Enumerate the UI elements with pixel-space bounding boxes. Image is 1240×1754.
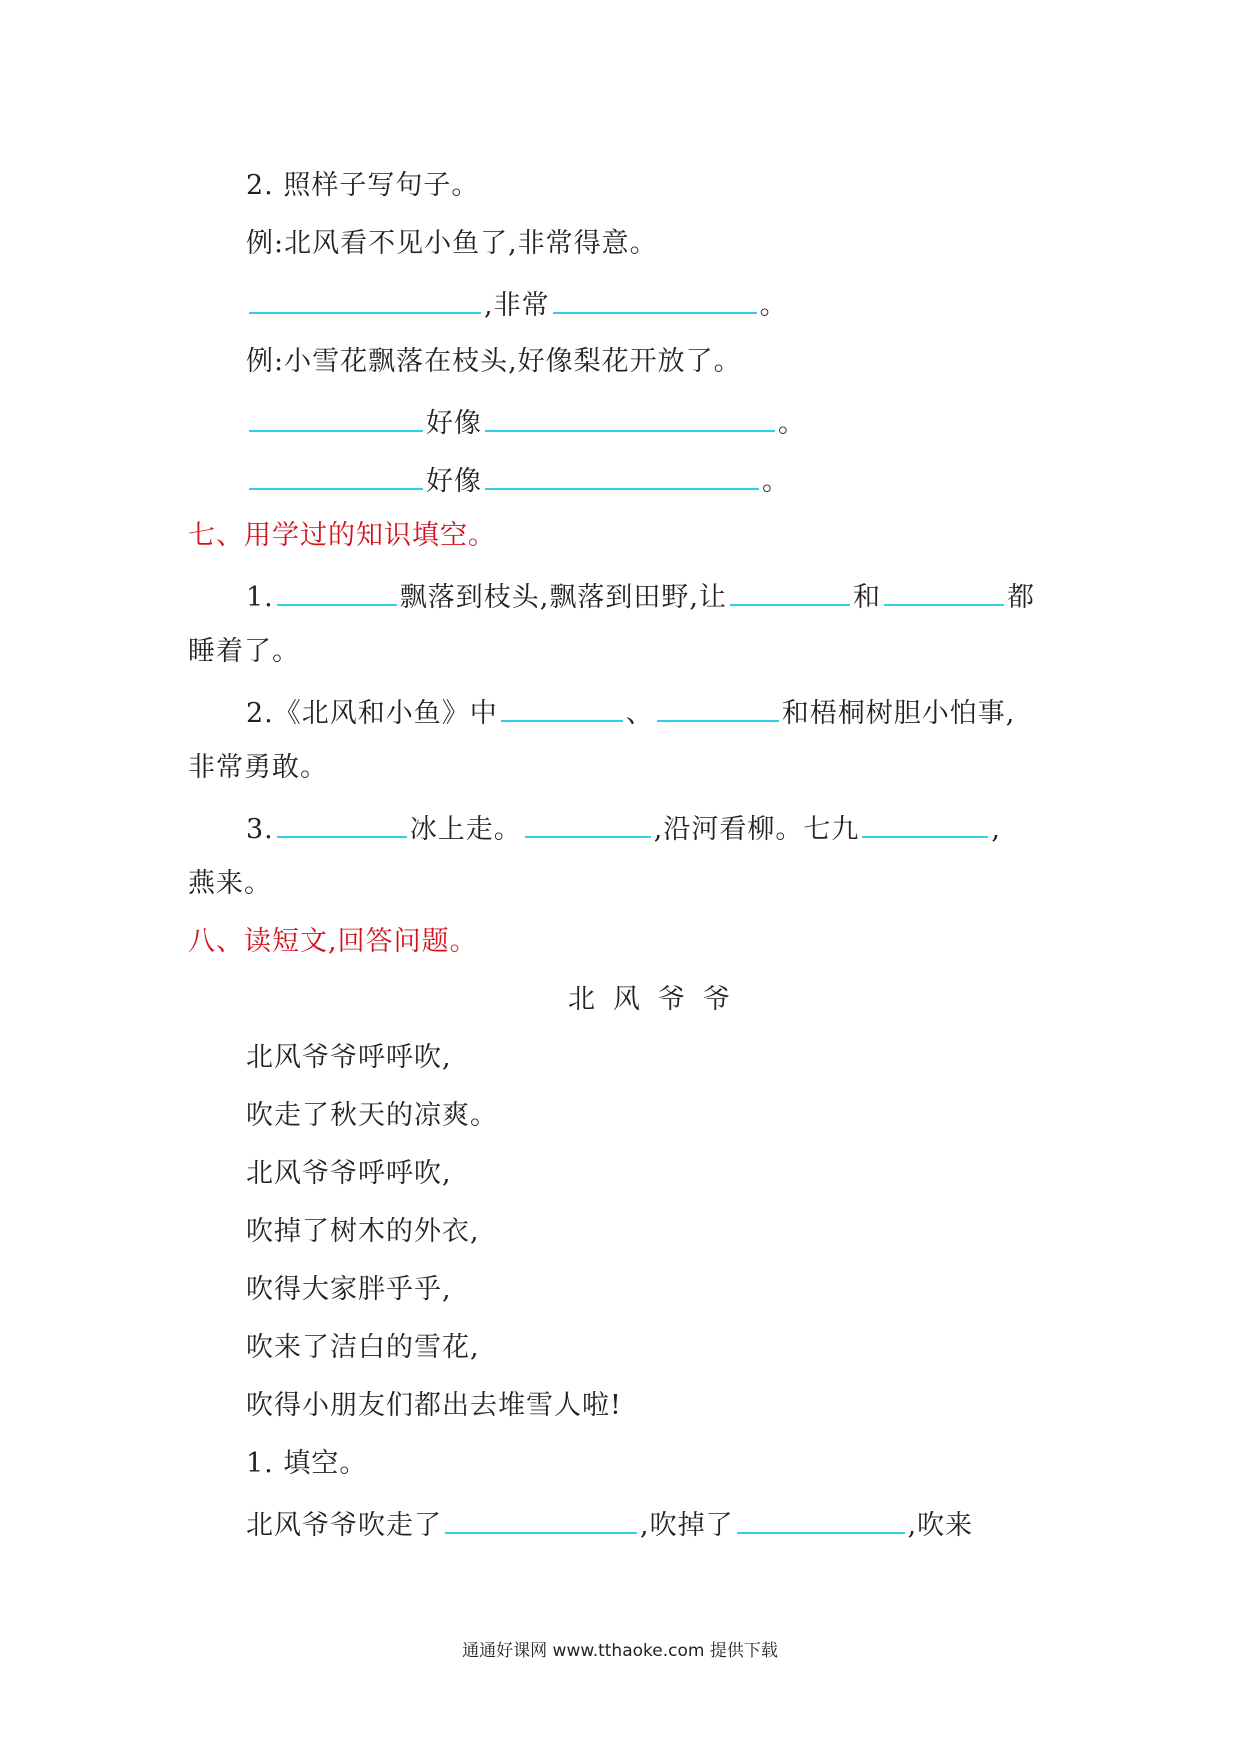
q6-2-fill-line-1 (246, 284, 788, 324)
section-8-q1-fill (246, 1504, 973, 1544)
fill-text: 北风爷爷吹走了 (246, 1510, 442, 1541)
poem-title: 北风爷爷 (568, 984, 748, 1015)
poem-line: 吹得小朋友们都出去堆雪人啦! (246, 1390, 622, 1421)
fill-text: 和 (852, 582, 881, 613)
q6-2-example-2: 例:小雪花飘落在枝头,好像梨花开放了。 (246, 346, 742, 377)
question-number: 2.《北风和小鱼》中 (246, 698, 498, 729)
q6-2-fill-line-3 (246, 460, 790, 500)
answer-blank[interactable] (249, 284, 481, 314)
fill-text: 都 (1006, 582, 1035, 613)
answer-blank[interactable] (501, 692, 623, 722)
q6-2-example-1: 例:北风看不见小鱼了,非常得意。 (246, 228, 658, 259)
poem-line: 吹得大家胖乎乎, (246, 1274, 452, 1305)
answer-blank[interactable] (249, 402, 423, 432)
answer-blank[interactable] (657, 692, 779, 722)
fill-text: 。 (762, 466, 790, 497)
section-7-q3-continuation: 燕来。 (188, 868, 272, 899)
section-8-q1-heading: 1. 填空。 (246, 1448, 368, 1479)
section-7-q3 (246, 808, 1001, 848)
answer-blank[interactable] (884, 576, 1004, 606)
answer-blank[interactable] (485, 402, 775, 432)
answer-blank[interactable] (277, 576, 397, 606)
question-number: 3. (246, 814, 274, 845)
fill-text: ,非常 (484, 290, 550, 321)
section-7-q2-continuation: 非常勇敢。 (188, 752, 328, 783)
q6-2-fill-line-2 (246, 402, 806, 442)
section-7-heading: 七、用学过的知识填空。 (188, 520, 496, 551)
fill-text: 、 (625, 698, 654, 729)
answer-blank[interactable] (445, 1504, 637, 1534)
fill-text: 和梧桐树胆小怕事, (781, 698, 1016, 729)
question-number: 1. (246, 582, 274, 613)
section-7-q1-continuation: 睡着了。 (188, 636, 300, 667)
fill-text: 。 (759, 290, 788, 321)
section-8-heading: 八、读短文,回答问题。 (188, 926, 478, 957)
section-7-q2 (246, 692, 1015, 732)
answer-blank[interactable] (730, 576, 850, 606)
poem-line: 北风爷爷呼呼吹, (246, 1158, 452, 1189)
poem-line: 吹走了秋天的凉爽。 (246, 1100, 498, 1131)
answer-blank[interactable] (553, 284, 757, 314)
answer-blank[interactable] (862, 808, 988, 838)
fill-text: ,吹掉了 (640, 1510, 734, 1541)
poem-line: 吹掉了树木的外衣, (246, 1216, 480, 1247)
fill-text: , (991, 814, 1001, 845)
fill-text: ,吹来 (907, 1510, 974, 1541)
answer-blank[interactable] (525, 808, 651, 838)
fill-text: 。 (778, 408, 806, 439)
answer-blank[interactable] (249, 460, 423, 490)
section-7-q1 (246, 576, 1035, 616)
q6-2-heading: 2. 照样子写句子。 (246, 170, 480, 201)
fill-text: 好像 (426, 466, 482, 497)
fill-text: 好像 (426, 408, 482, 439)
page-footer: 通通好课网 www.tthaoke.com 提供下载 (462, 1641, 778, 1661)
poem-line: 北风爷爷呼呼吹, (246, 1042, 452, 1073)
answer-blank[interactable] (277, 808, 407, 838)
answer-blank[interactable] (737, 1504, 905, 1534)
fill-text: 冰上走。 (409, 814, 522, 845)
fill-text: ,沿河看柳。七九 (653, 814, 860, 845)
answer-blank[interactable] (485, 460, 759, 490)
fill-text: 飘落到枝头,飘落到田野,让 (399, 582, 727, 613)
poem-line: 吹来了洁白的雪花, (246, 1332, 480, 1363)
